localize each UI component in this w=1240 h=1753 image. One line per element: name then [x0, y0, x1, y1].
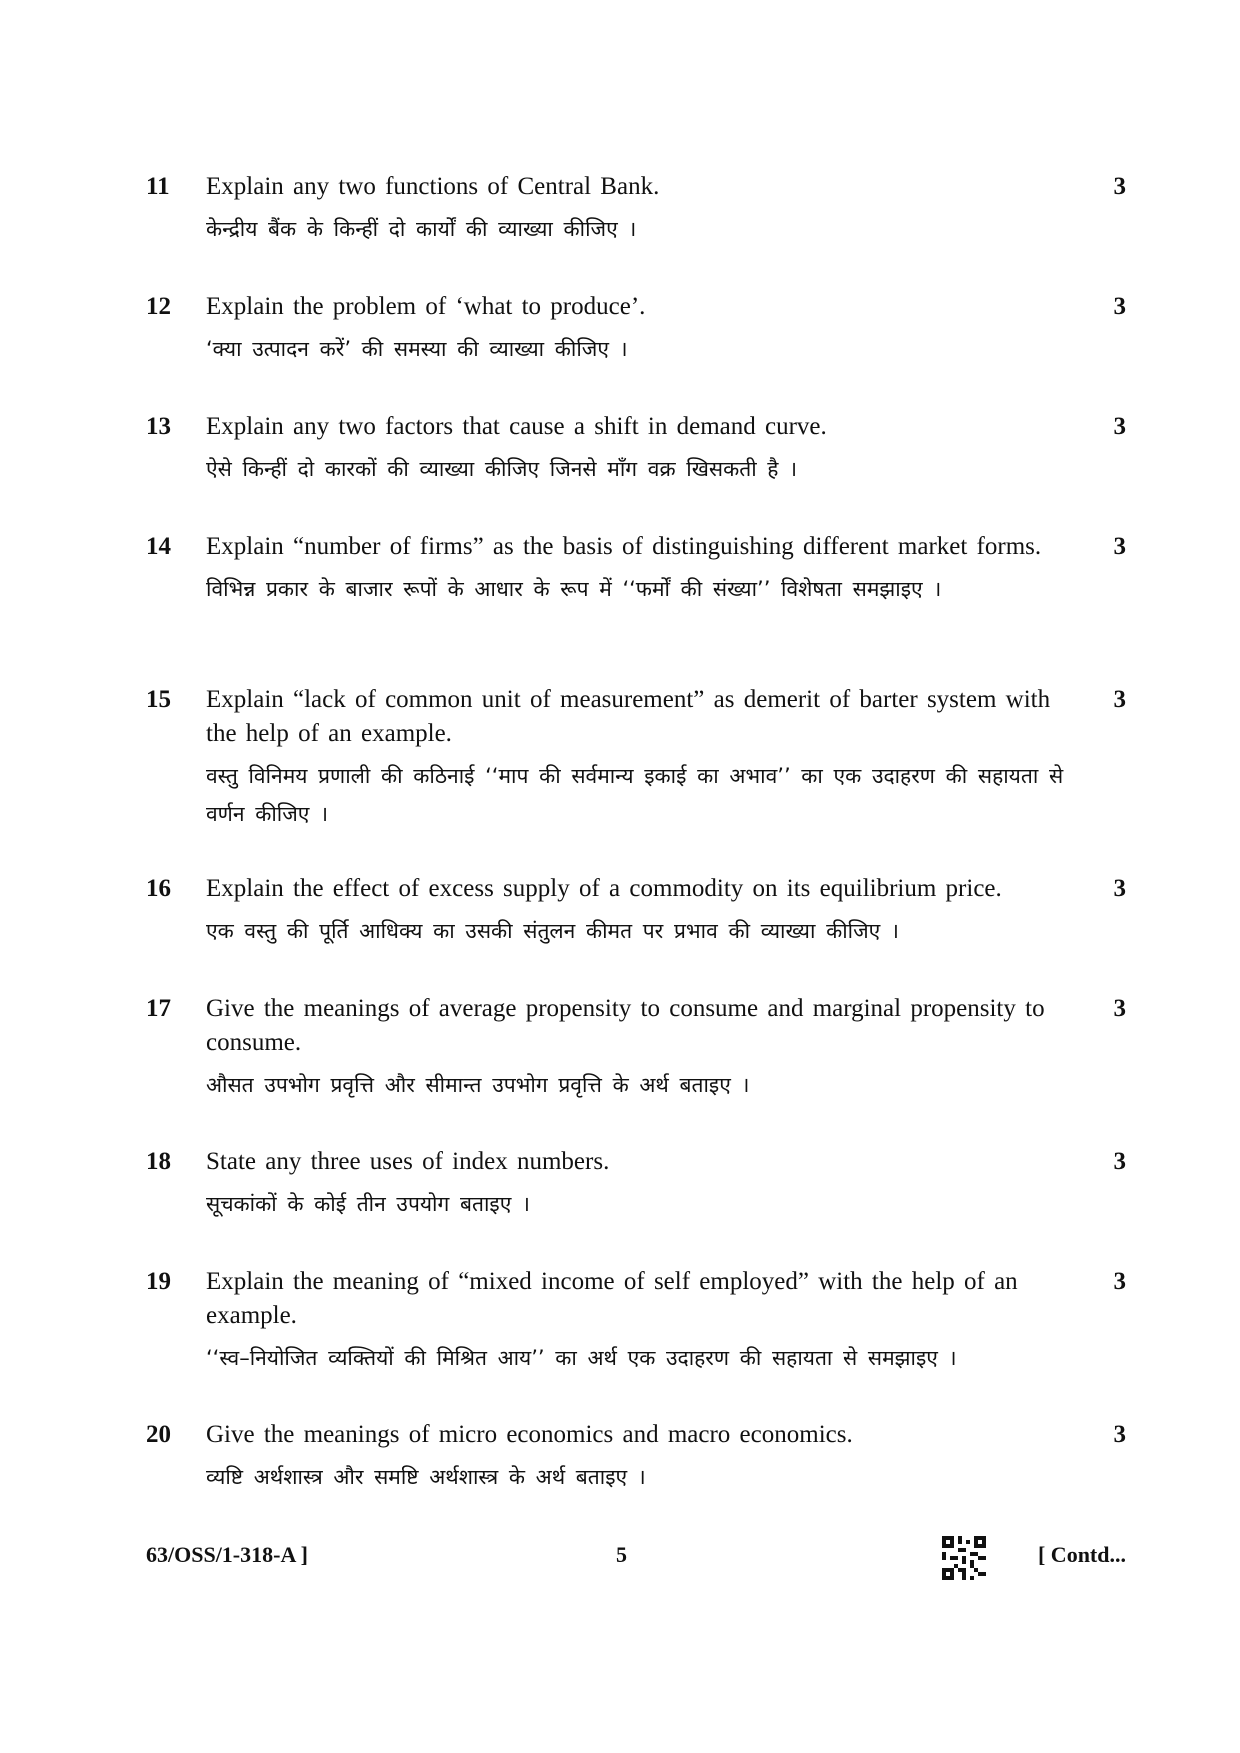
question-number: 12: [146, 293, 171, 320]
page-footer: [146, 1536, 1126, 1580]
question-text-hindi: ‘‘स्व–नियोजित व्यक्तियों की मिश्रित आय’’ का अर्थ एक उदाहरण की सहायता से समझाइए ।: [206, 1346, 957, 1370]
question-number: 11: [146, 173, 170, 200]
question-13: [146, 410, 1126, 488]
question-marks: 3: [1113, 1268, 1126, 1295]
question-17: [146, 992, 1126, 1104]
question-text-english: State any three uses of index numbers.: [206, 1148, 610, 1175]
question-text-english: Give the meanings of micro economics and macro economics.: [206, 1421, 853, 1448]
question-number: 16: [146, 875, 171, 902]
question-text-hindi: औसत उपभोग प्रवृत्ति और सीमान्त उपभोग प्रवृत्ति के अर्थ बताइए ।: [206, 1073, 750, 1097]
question-text-hindi: ‘क्या उत्पादन करें’ की समस्या की व्याख्या कीजिए ।: [206, 337, 628, 361]
question-number: 14: [146, 533, 171, 560]
question-11: [146, 170, 1126, 248]
question-marks: 3: [1113, 293, 1126, 320]
question-19: [146, 1265, 1126, 1377]
question-marks: 3: [1113, 173, 1126, 200]
question-text-english: Explain the effect of excess supply of a commodity on its equilibrium price.: [206, 875, 1002, 902]
paper-code: 63/OSS/1-318-A ]: [146, 1542, 308, 1567]
question-marks: 3: [1113, 686, 1126, 713]
question-text-hindi: व्यष्टि अर्थशास्त्र और समष्टि अर्थशास्त्र के अर्थ बताइए ।: [206, 1465, 646, 1489]
question-text-hindi: ऐसे किन्हीं दो कारकों की व्याख्या कीजिए जिनसे माँग वक्र खिसकती है ।: [206, 457, 798, 481]
question-18: [146, 1145, 1126, 1223]
question-text-english: Explain any two functions of Central Bank.: [206, 173, 660, 200]
question-text-english: Explain “number of firms” as the basis of distinguishing different market forms.: [206, 533, 1042, 560]
question-marks: 3: [1113, 1148, 1126, 1175]
qr-code-icon: [942, 1536, 986, 1580]
question-number: 20: [146, 1421, 171, 1448]
question-text-english: Explain the meaning of “mixed income of self employed” with the help of an example.: [206, 1268, 1018, 1329]
question-20: [146, 1418, 1126, 1496]
question-16: [146, 872, 1126, 950]
question-text-hindi: वस्तु विनिमय प्रणाली की कठिनाई ‘‘माप की सर्वमान्य इकाई का अभाव’’ का एक उदाहरण की सहायता से वर्णन कीजिए ।: [206, 764, 1064, 826]
continued-label: [ Contd...: [1037, 1542, 1126, 1567]
question-number: 18: [146, 1148, 171, 1175]
question-text-hindi: विभिन्न प्रकार के बाजार रूपों के आधार के रूप में ‘‘फर्मों की संख्या’’ विशेषता समझाइए ।: [206, 577, 942, 601]
question-marks: 3: [1113, 995, 1126, 1022]
question-text-english: Explain “lack of common unit of measurement” as demerit of barter system with the help of an example.: [206, 686, 1051, 747]
question-marks: 3: [1113, 1421, 1126, 1448]
page-number: 5: [616, 1542, 627, 1567]
question-12: [146, 290, 1126, 368]
question-text-hindi: एक वस्तु की पूर्ति आधिक्य का उसकी संतुलन कीमत पर प्रभाव की व्याख्या कीजिए ।: [206, 919, 899, 943]
question-number: 17: [146, 995, 171, 1022]
question-text-hindi: सूचकांकों के कोई तीन उपयोग बताइए ।: [206, 1192, 530, 1216]
question-text-english: Give the meanings of average propensity to consume and marginal propensity to consume.: [206, 995, 1045, 1056]
question-14: [146, 530, 1126, 608]
question-marks: 3: [1113, 533, 1126, 560]
question-number: 15: [146, 686, 171, 713]
question-marks: 3: [1113, 413, 1126, 440]
question-text-hindi: केन्द्रीय बैंक के किन्हीं दो कार्यों की व्याख्या कीजिए ।: [206, 217, 637, 241]
question-number: 19: [146, 1268, 171, 1295]
question-text-english: Explain any two factors that cause a shift in demand curve.: [206, 413, 827, 440]
question-marks: 3: [1113, 875, 1126, 902]
question-number: 13: [146, 413, 171, 440]
question-15: [146, 683, 1126, 833]
question-text-english: Explain the problem of ‘what to produce’.: [206, 293, 646, 320]
